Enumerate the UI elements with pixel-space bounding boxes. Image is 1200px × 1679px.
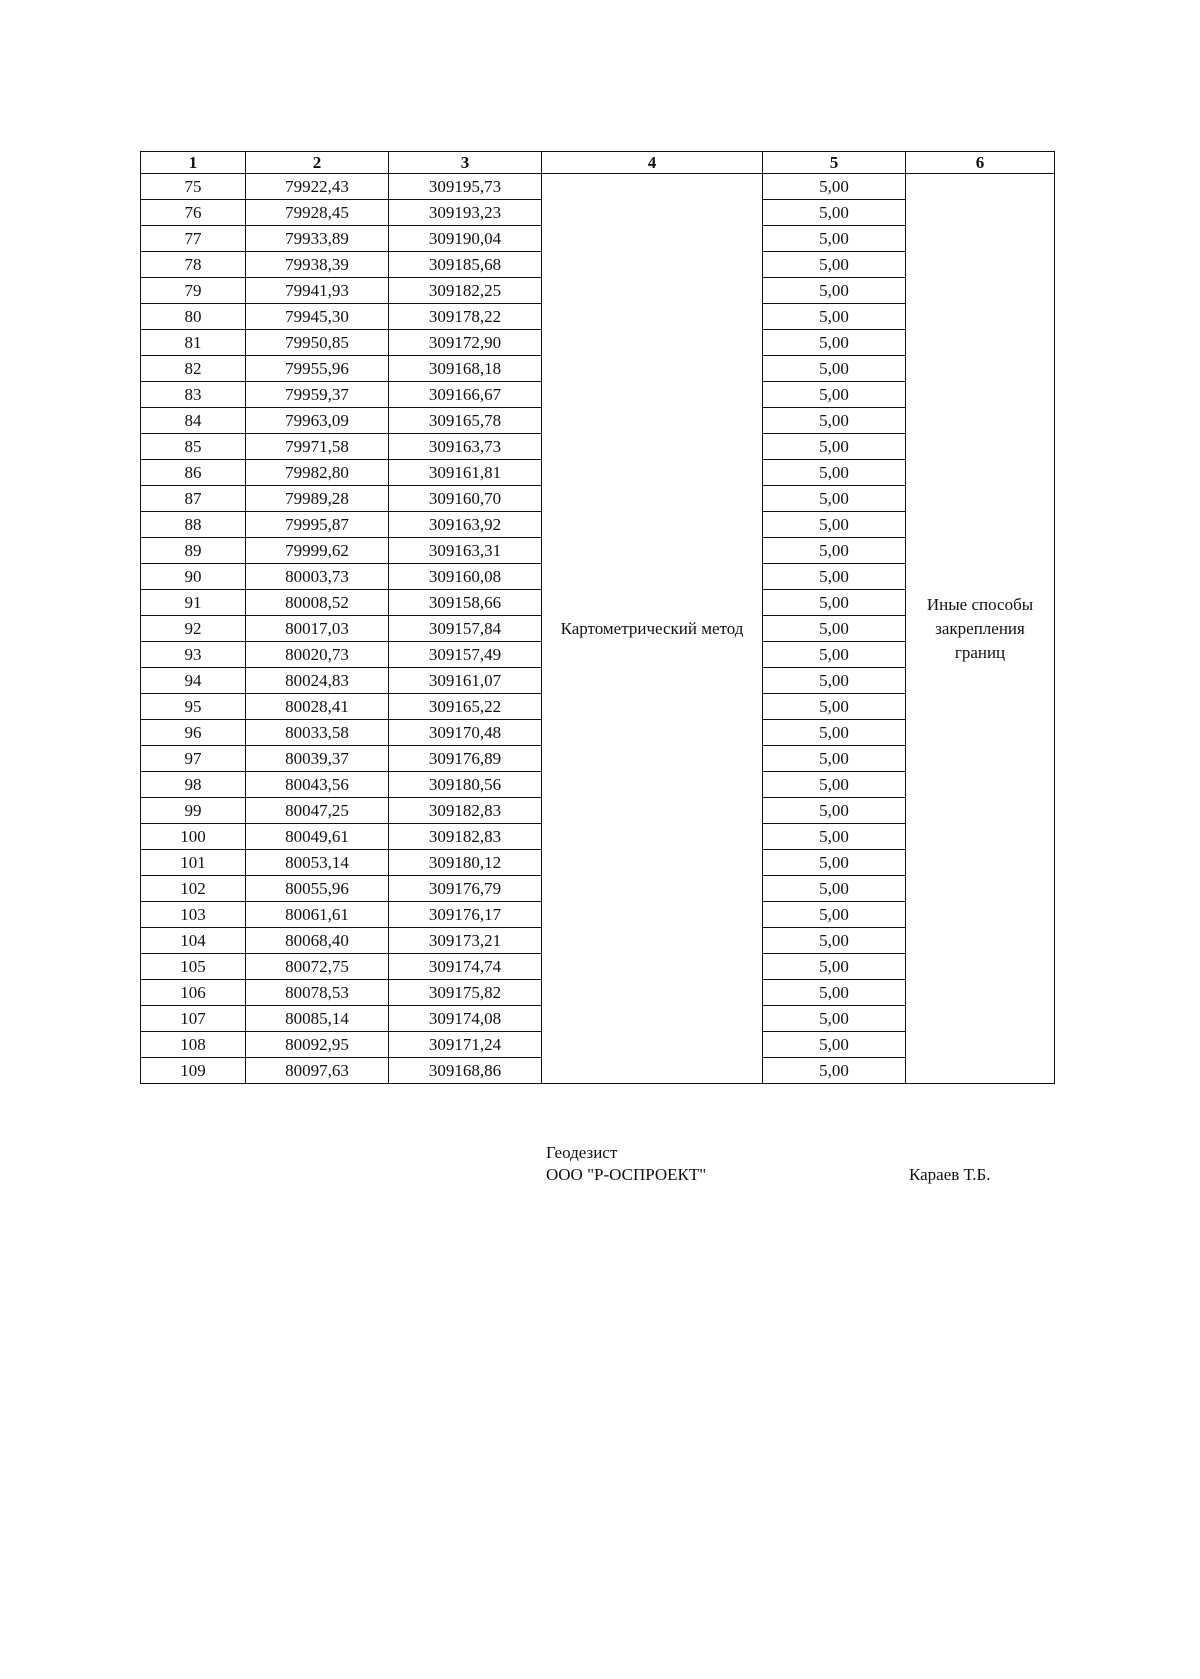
y-coordinate-cell: 309172,90: [389, 330, 542, 356]
precision-cell: 5,00: [763, 1032, 906, 1058]
y-coordinate-cell: 309174,74: [389, 954, 542, 980]
y-coordinate-cell: 309157,84: [389, 616, 542, 642]
x-coordinate-cell: 80078,53: [246, 980, 389, 1006]
y-coordinate-cell: 309158,66: [389, 590, 542, 616]
y-coordinate-cell: 309180,12: [389, 850, 542, 876]
point-number-cell: 86: [141, 460, 246, 486]
y-coordinate-cell: 309193,23: [389, 200, 542, 226]
x-coordinate-cell: 79945,30: [246, 304, 389, 330]
x-coordinate-cell: 79999,62: [246, 538, 389, 564]
fixing-method-cell: Иные способы закрепления границ: [906, 174, 1055, 1084]
y-coordinate-cell: 309178,22: [389, 304, 542, 330]
precision-cell: 5,00: [763, 356, 906, 382]
precision-cell: 5,00: [763, 980, 906, 1006]
y-coordinate-cell: 309182,25: [389, 278, 542, 304]
y-coordinate-cell: 309175,82: [389, 980, 542, 1006]
x-coordinate-cell: 80017,03: [246, 616, 389, 642]
point-number-cell: 81: [141, 330, 246, 356]
point-number-cell: 94: [141, 668, 246, 694]
x-coordinate-cell: 80049,61: [246, 824, 389, 850]
x-coordinate-cell: 79938,39: [246, 252, 389, 278]
point-number-cell: 88: [141, 512, 246, 538]
x-coordinate-cell: 79995,87: [246, 512, 389, 538]
point-number-cell: 92: [141, 616, 246, 642]
x-coordinate-cell: 80061,61: [246, 902, 389, 928]
y-coordinate-cell: 309168,18: [389, 356, 542, 382]
x-coordinate-cell: 80092,95: [246, 1032, 389, 1058]
x-coordinate-cell: 79928,45: [246, 200, 389, 226]
precision-cell: 5,00: [763, 746, 906, 772]
header-cell-5: 5: [763, 152, 906, 174]
precision-cell: 5,00: [763, 616, 906, 642]
x-coordinate-cell: 80008,52: [246, 590, 389, 616]
point-number-cell: 79: [141, 278, 246, 304]
x-coordinate-cell: 79941,93: [246, 278, 389, 304]
point-number-cell: 78: [141, 252, 246, 278]
x-coordinate-cell: 79989,28: [246, 486, 389, 512]
y-coordinate-cell: 309160,08: [389, 564, 542, 590]
y-coordinate-cell: 309176,17: [389, 902, 542, 928]
x-coordinate-cell: 80024,83: [246, 668, 389, 694]
point-number-cell: 103: [141, 902, 246, 928]
method-cell: Картометрический метод: [542, 174, 763, 1084]
y-coordinate-cell: 309185,68: [389, 252, 542, 278]
precision-cell: 5,00: [763, 278, 906, 304]
x-coordinate-cell: 79922,43: [246, 174, 389, 200]
precision-cell: 5,00: [763, 798, 906, 824]
precision-cell: 5,00: [763, 772, 906, 798]
precision-cell: 5,00: [763, 486, 906, 512]
y-coordinate-cell: 309161,81: [389, 460, 542, 486]
y-coordinate-cell: 309163,31: [389, 538, 542, 564]
precision-cell: 5,00: [763, 902, 906, 928]
precision-cell: 5,00: [763, 668, 906, 694]
header-cell-3: 3: [389, 152, 542, 174]
y-coordinate-cell: 309163,73: [389, 434, 542, 460]
x-coordinate-cell: 80003,73: [246, 564, 389, 590]
precision-cell: 5,00: [763, 304, 906, 330]
precision-cell: 5,00: [763, 512, 906, 538]
precision-cell: 5,00: [763, 460, 906, 486]
point-number-cell: 106: [141, 980, 246, 1006]
precision-cell: 5,00: [763, 1006, 906, 1032]
x-coordinate-cell: 79959,37: [246, 382, 389, 408]
point-number-cell: 100: [141, 824, 246, 850]
precision-cell: 5,00: [763, 720, 906, 746]
precision-cell: 5,00: [763, 408, 906, 434]
surveyor-role: Геодезист: [546, 1143, 618, 1162]
point-number-cell: 80: [141, 304, 246, 330]
y-coordinate-cell: 309182,83: [389, 824, 542, 850]
precision-cell: 5,00: [763, 928, 906, 954]
header-cell-2: 2: [246, 152, 389, 174]
point-number-cell: 101: [141, 850, 246, 876]
point-number-cell: 99: [141, 798, 246, 824]
point-number-cell: 90: [141, 564, 246, 590]
precision-cell: 5,00: [763, 824, 906, 850]
y-coordinate-cell: 309176,89: [389, 746, 542, 772]
x-coordinate-cell: 80085,14: [246, 1006, 389, 1032]
x-coordinate-cell: 80055,96: [246, 876, 389, 902]
point-number-cell: 98: [141, 772, 246, 798]
x-coordinate-cell: 80068,40: [246, 928, 389, 954]
y-coordinate-cell: 309176,79: [389, 876, 542, 902]
company-name: ООО "Р-ОСПРОЕКТ": [546, 1165, 707, 1184]
x-coordinate-cell: 80020,73: [246, 642, 389, 668]
precision-cell: 5,00: [763, 200, 906, 226]
x-coordinate-cell: 80053,14: [246, 850, 389, 876]
precision-cell: 5,00: [763, 330, 906, 356]
precision-cell: 5,00: [763, 252, 906, 278]
precision-cell: 5,00: [763, 694, 906, 720]
table-body: [141, 174, 1055, 1084]
precision-cell: 5,00: [763, 590, 906, 616]
x-coordinate-cell: 80028,41: [246, 694, 389, 720]
x-coordinate-cell: 80072,75: [246, 954, 389, 980]
y-coordinate-cell: 309170,48: [389, 720, 542, 746]
precision-cell: 5,00: [763, 642, 906, 668]
point-number-cell: 91: [141, 590, 246, 616]
table-header-row: [141, 152, 1055, 174]
point-number-cell: 97: [141, 746, 246, 772]
y-coordinate-cell: 309166,67: [389, 382, 542, 408]
y-coordinate-cell: 309161,07: [389, 668, 542, 694]
point-number-cell: 87: [141, 486, 246, 512]
precision-cell: 5,00: [763, 954, 906, 980]
point-number-cell: 109: [141, 1058, 246, 1084]
point-number-cell: 107: [141, 1006, 246, 1032]
precision-cell: 5,00: [763, 876, 906, 902]
point-number-cell: 89: [141, 538, 246, 564]
y-coordinate-cell: 309174,08: [389, 1006, 542, 1032]
header-cell-4: 4: [542, 152, 763, 174]
y-coordinate-cell: 309165,78: [389, 408, 542, 434]
precision-cell: 5,00: [763, 434, 906, 460]
precision-cell: 5,00: [763, 850, 906, 876]
y-coordinate-cell: 309171,24: [389, 1032, 542, 1058]
y-coordinate-cell: 309165,22: [389, 694, 542, 720]
x-coordinate-cell: 80039,37: [246, 746, 389, 772]
table-row: [141, 174, 1055, 200]
point-number-cell: 93: [141, 642, 246, 668]
point-number-cell: 84: [141, 408, 246, 434]
y-coordinate-cell: 309163,92: [389, 512, 542, 538]
point-number-cell: 75: [141, 174, 246, 200]
precision-cell: 5,00: [763, 382, 906, 408]
point-number-cell: 82: [141, 356, 246, 382]
y-coordinate-cell: 309173,21: [389, 928, 542, 954]
point-number-cell: 108: [141, 1032, 246, 1058]
coordinates-table: [140, 151, 1055, 1084]
header-cell-1: 1: [141, 152, 246, 174]
y-coordinate-cell: 309168,86: [389, 1058, 542, 1084]
x-coordinate-cell: 79933,89: [246, 226, 389, 252]
point-number-cell: 105: [141, 954, 246, 980]
x-coordinate-cell: 80047,25: [246, 798, 389, 824]
x-coordinate-cell: 80043,56: [246, 772, 389, 798]
x-coordinate-cell: 79950,85: [246, 330, 389, 356]
precision-cell: 5,00: [763, 1058, 906, 1084]
y-coordinate-cell: 309182,83: [389, 798, 542, 824]
x-coordinate-cell: 79955,96: [246, 356, 389, 382]
point-number-cell: 102: [141, 876, 246, 902]
point-number-cell: 104: [141, 928, 246, 954]
x-coordinate-cell: 80033,58: [246, 720, 389, 746]
signer-name: Караев Т.Б.: [909, 1165, 991, 1184]
point-number-cell: 95: [141, 694, 246, 720]
precision-cell: 5,00: [763, 174, 906, 200]
precision-cell: 5,00: [763, 226, 906, 252]
y-coordinate-cell: 309180,56: [389, 772, 542, 798]
precision-cell: 5,00: [763, 538, 906, 564]
point-number-cell: 76: [141, 200, 246, 226]
point-number-cell: 83: [141, 382, 246, 408]
y-coordinate-cell: 309160,70: [389, 486, 542, 512]
x-coordinate-cell: 79982,80: [246, 460, 389, 486]
point-number-cell: 77: [141, 226, 246, 252]
y-coordinate-cell: 309195,73: [389, 174, 542, 200]
point-number-cell: 85: [141, 434, 246, 460]
y-coordinate-cell: 309190,04: [389, 226, 542, 252]
x-coordinate-cell: 80097,63: [246, 1058, 389, 1084]
point-number-cell: 96: [141, 720, 246, 746]
precision-cell: 5,00: [763, 564, 906, 590]
x-coordinate-cell: 79963,09: [246, 408, 389, 434]
header-cell-6: 6: [906, 152, 1055, 174]
x-coordinate-cell: 79971,58: [246, 434, 389, 460]
y-coordinate-cell: 309157,49: [389, 642, 542, 668]
